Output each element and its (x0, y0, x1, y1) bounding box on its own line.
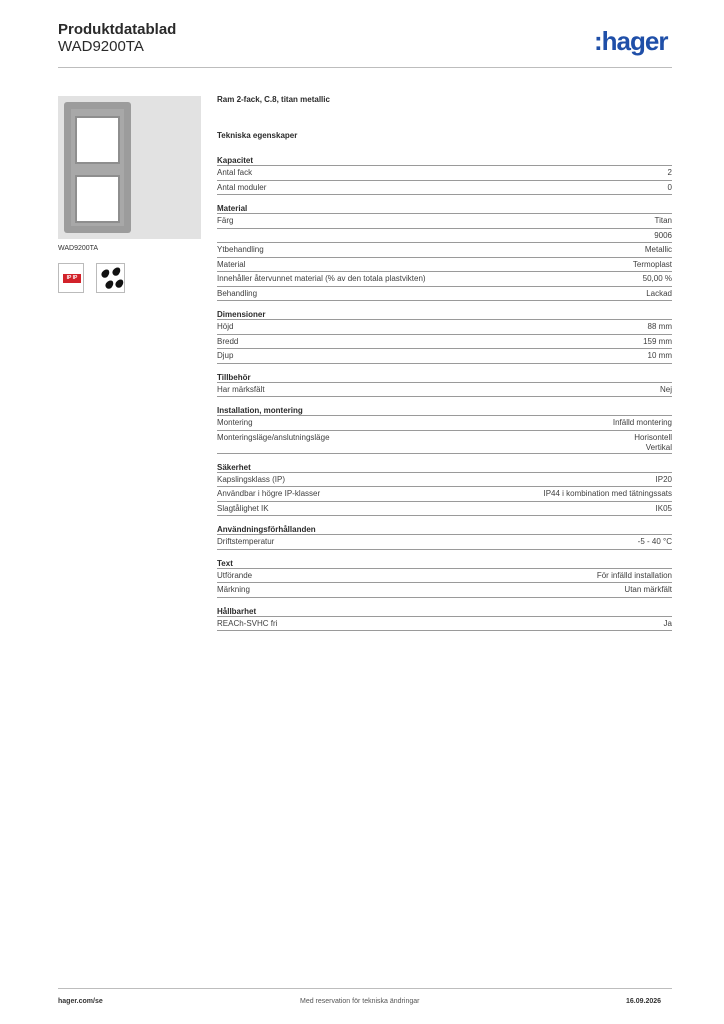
section-title: Hållbarhet (217, 606, 672, 617)
spec-value-line: 88 mm (647, 322, 672, 331)
frame-outline (64, 102, 131, 233)
spec-value-line: 0 (667, 182, 672, 192)
drop-icon (111, 266, 122, 277)
spec-value-line: Titan (654, 216, 672, 225)
spec-section (217, 524, 672, 550)
spec-section (217, 558, 672, 598)
spec-value-line: Horisontell (634, 432, 672, 442)
spec-value (645, 245, 672, 255)
spec-section (217, 309, 672, 364)
spec-label: Antal moduler (217, 182, 267, 192)
spec-row (217, 535, 672, 550)
ip-badge: IP IP (63, 274, 81, 283)
product-code: WAD9200TA (58, 38, 144, 55)
spec-value (543, 489, 672, 499)
product-name: Ram 2-fack, C.8, titan metallic (217, 95, 330, 104)
spec-value (648, 322, 672, 332)
spec-value (656, 504, 672, 514)
section-title: Säkerhet (217, 462, 672, 473)
spec-value (634, 433, 672, 453)
spec-section (217, 606, 672, 632)
spec-row (217, 617, 672, 632)
spec-section (217, 372, 672, 398)
spec-row (217, 320, 672, 335)
spec-row (217, 502, 672, 517)
spec-value (660, 385, 672, 395)
spec-row (217, 214, 672, 229)
spec-row (217, 229, 672, 244)
spec-row (217, 272, 672, 287)
spec-value-line: IK05 (655, 503, 672, 513)
spec-sections (217, 155, 672, 631)
section-title: Användningsförhållanden (217, 524, 672, 535)
product-image-caption: WAD9200TA (58, 245, 99, 252)
section-title: Installation, montering (217, 405, 672, 416)
spec-label: Ytbehandling (217, 245, 264, 254)
product-image (58, 96, 201, 239)
spec-label: Behandling (217, 288, 258, 298)
spec-label: Driftstemperatur (217, 537, 275, 546)
spec-value (638, 537, 672, 547)
spec-value-line: 159 mm (643, 336, 672, 346)
spec-row (217, 287, 672, 302)
spec-row (217, 335, 672, 350)
spec-value-line: Vertikal (645, 442, 672, 452)
spec-value (664, 619, 672, 629)
spec-value-line: För infälld installation (596, 570, 672, 580)
datasheet-main (217, 95, 672, 639)
spec-label: Färg (217, 216, 234, 225)
section-title: Material (217, 203, 672, 214)
spec-value (654, 231, 672, 241)
water-drops-icon (96, 263, 125, 293)
frame-slot-bottom (75, 175, 120, 223)
spec-value-line: -5 - 40 °C (637, 537, 672, 546)
spec-label: Kapslingsklass (IP) (217, 474, 286, 484)
footer-website: hager.com/se (58, 998, 103, 1005)
spec-section (217, 155, 672, 195)
spec-value (613, 418, 672, 428)
section-title: Tillbehör (217, 372, 672, 383)
spec-row (217, 349, 672, 364)
spec-value-line: 9006 (654, 230, 672, 240)
spec-value-line: Metallic (644, 245, 672, 254)
spec-label: Höjd (217, 322, 234, 331)
spec-section (217, 462, 672, 517)
footer-notice: Med reservation för tekniska ändringar (300, 998, 420, 1005)
drop-icon (100, 268, 111, 279)
technical-properties-title: Tekniska egenskaper (217, 131, 298, 140)
spec-value-line: 10 mm (647, 351, 672, 360)
spec-row (217, 487, 672, 502)
spec-value (633, 260, 672, 270)
spec-row (217, 166, 672, 181)
spec-value-line: Infälld montering (612, 418, 672, 427)
frame-slot-top (75, 116, 120, 164)
spec-label: Märkning (217, 585, 250, 594)
page-title: Produktdatablad (58, 21, 177, 38)
spec-value (646, 289, 672, 299)
spec-label: Montering (217, 418, 253, 427)
spec-section (217, 405, 672, 454)
spec-row (217, 383, 672, 398)
footer-date: 16.09.2026 (626, 998, 662, 1005)
section-title: Kapacitet (217, 155, 672, 166)
spec-value (643, 274, 672, 284)
spec-label: Material (217, 259, 246, 269)
spec-value-line: Nej (659, 384, 672, 394)
spec-value (668, 183, 672, 193)
ip-rating-icon (58, 263, 84, 293)
spec-row (217, 258, 672, 273)
drop-icon (104, 279, 115, 290)
spec-row (217, 243, 672, 258)
spec-row (217, 473, 672, 488)
hager-logo: :hager (594, 26, 668, 56)
spec-value-line: Termoplast (632, 259, 672, 269)
spec-value-line: 50,00 % (642, 274, 672, 283)
header-divider (58, 67, 672, 68)
spec-label: Slagtålighet IK (217, 503, 269, 513)
spec-value (655, 216, 673, 226)
spec-label: Bredd (217, 336, 239, 346)
spec-value-line: Ja (663, 618, 672, 628)
spec-label: Monteringsläge/anslutningsläge (217, 432, 330, 442)
spec-label: Utförande (217, 570, 253, 580)
spec-row (217, 583, 672, 598)
spec-value (648, 351, 672, 361)
spec-label: Har märksfält (217, 384, 265, 394)
spec-row (217, 431, 672, 454)
spec-label: REACh-SVHC fri (217, 618, 278, 628)
spec-value (643, 337, 672, 347)
spec-label: Användbar i högre IP-klasser (217, 489, 321, 498)
spec-value-line: Lackad (646, 288, 672, 298)
spec-section (217, 203, 672, 301)
drop-icon (114, 278, 125, 289)
spec-value (668, 168, 672, 178)
spec-row (217, 569, 672, 584)
spec-value-line: 2 (667, 168, 672, 177)
spec-label: Antal fack (217, 168, 253, 177)
spec-value-line: IP44 i kombination med tätningssats (543, 489, 672, 498)
spec-row (217, 181, 672, 196)
spec-value-line: Utan märkfält (624, 585, 672, 594)
spec-label: Innehåller återvunnet material (% av den totala plastvikten) (217, 274, 426, 283)
section-title: Text (217, 558, 672, 569)
spec-row (217, 416, 672, 431)
spec-value-line: IP20 (655, 474, 672, 484)
spec-value (656, 475, 672, 485)
spec-value (597, 571, 672, 581)
section-title: Dimensioner (217, 309, 672, 320)
spec-value (624, 585, 672, 595)
footer-divider (58, 988, 672, 989)
spec-label: Djup (217, 351, 234, 360)
